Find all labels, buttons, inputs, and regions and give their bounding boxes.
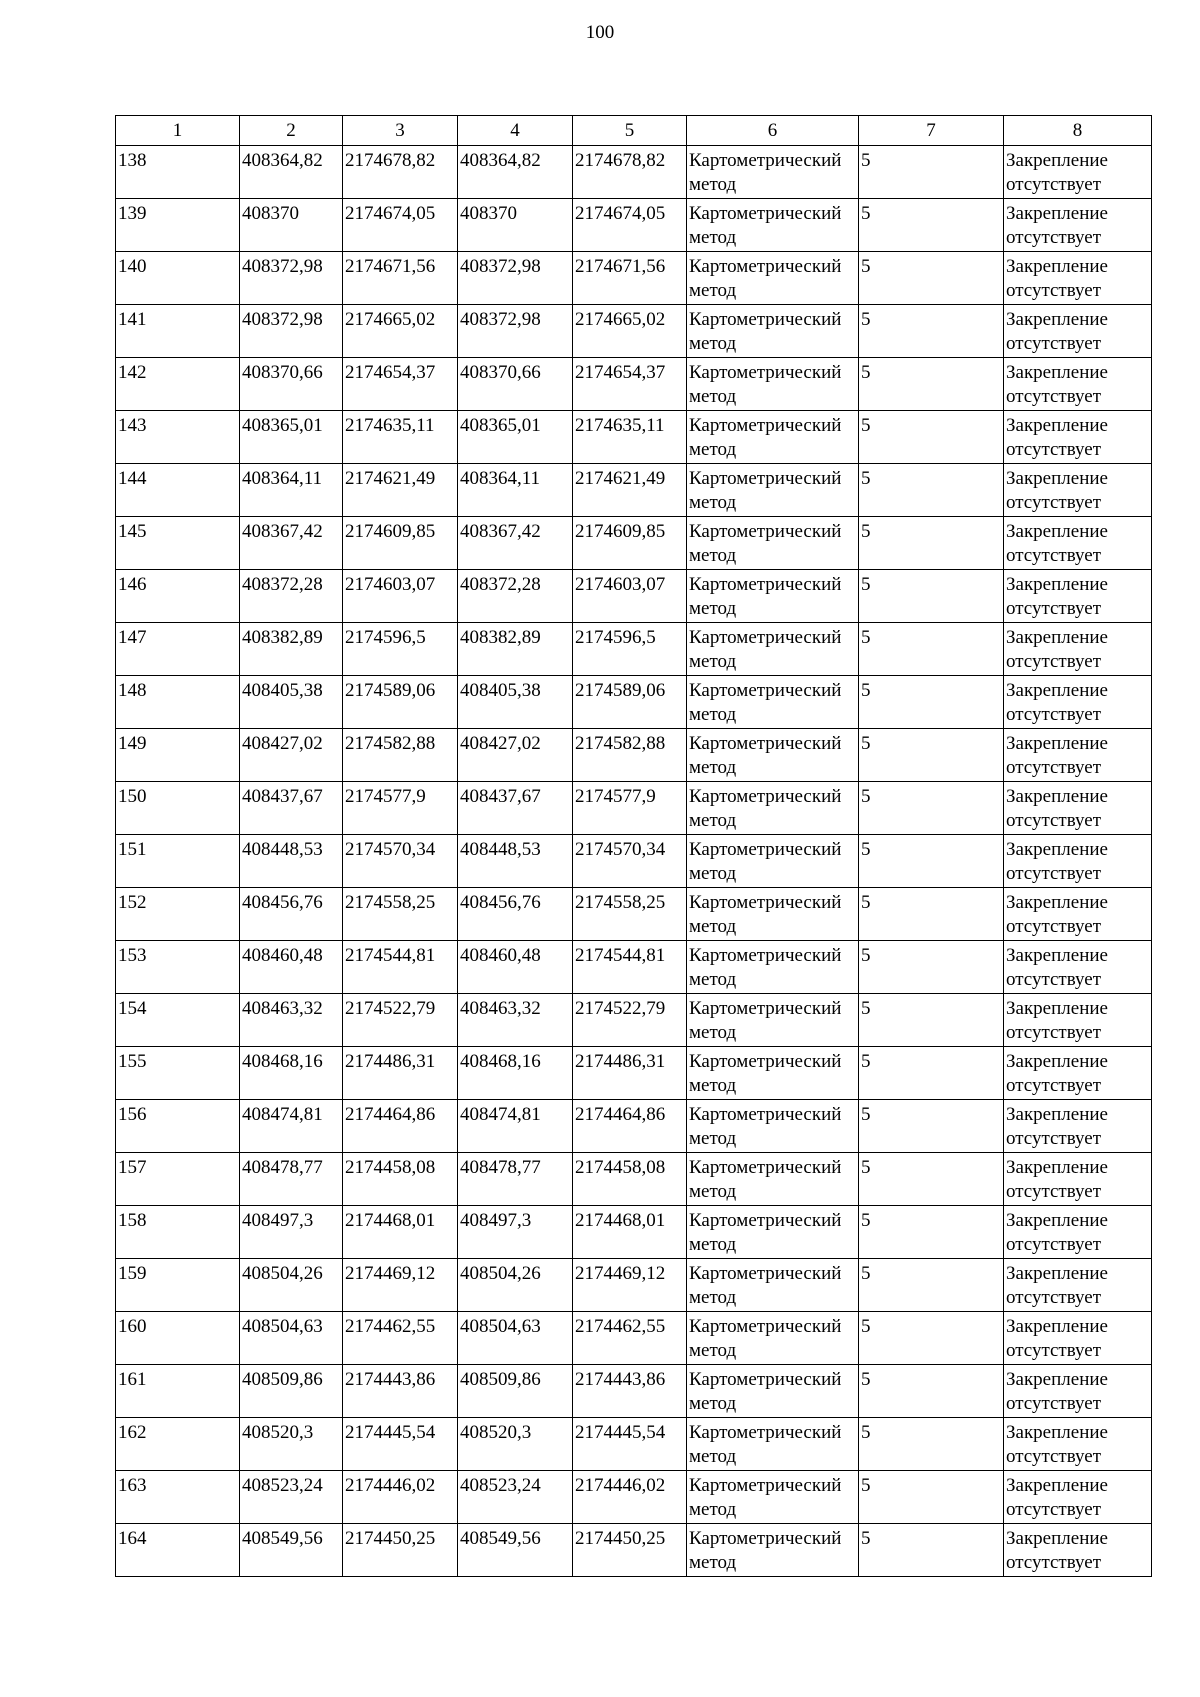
cell-x-coordinate-2: 408478,77: [458, 1153, 573, 1206]
cell-x-coordinate-2: 408549,56: [458, 1524, 573, 1577]
cell-y-coordinate-2: 2174596,5: [573, 623, 687, 676]
cell-method: Картометрический метод: [687, 1471, 859, 1524]
cell-fixation-description: Закрепление отсутствует: [1004, 941, 1152, 994]
table-row: [116, 1206, 1152, 1259]
cell-x-coordinate-2: 408364,11: [458, 464, 573, 517]
cell-x-coordinate: 408523,24: [240, 1471, 343, 1524]
cell-y-coordinate-2: 2174674,05: [573, 199, 687, 252]
column-header: 7: [859, 116, 1004, 146]
cell-method: Картометрический метод: [687, 517, 859, 570]
cell-x-coordinate-2: 408372,28: [458, 570, 573, 623]
cell-point-number: 143: [116, 411, 240, 464]
cell-x-coordinate-2: 408382,89: [458, 623, 573, 676]
cell-method: Картометрический метод: [687, 1153, 859, 1206]
table-row: [116, 1524, 1152, 1577]
cell-accuracy: 5: [859, 1312, 1004, 1365]
cell-method: Картометрический метод: [687, 464, 859, 517]
cell-method: Картометрический метод: [687, 411, 859, 464]
cell-accuracy: 5: [859, 1418, 1004, 1471]
cell-point-number: 164: [116, 1524, 240, 1577]
cell-accuracy: 5: [859, 199, 1004, 252]
cell-y-coordinate: 2174674,05: [343, 199, 458, 252]
cell-method: Картометрический метод: [687, 729, 859, 782]
cell-method: Картометрический метод: [687, 835, 859, 888]
cell-x-coordinate: 408474,81: [240, 1100, 343, 1153]
cell-y-coordinate-2: 2174458,08: [573, 1153, 687, 1206]
cell-x-coordinate-2: 408427,02: [458, 729, 573, 782]
table-row: [116, 1418, 1152, 1471]
cell-accuracy: 5: [859, 623, 1004, 676]
cell-method: Картометрический метод: [687, 199, 859, 252]
cell-point-number: 153: [116, 941, 240, 994]
cell-point-number: 154: [116, 994, 240, 1047]
table-row: [116, 464, 1152, 517]
cell-y-coordinate-2: 2174654,37: [573, 358, 687, 411]
cell-point-number: 142: [116, 358, 240, 411]
cell-x-coordinate: 408370: [240, 199, 343, 252]
cell-y-coordinate-2: 2174621,49: [573, 464, 687, 517]
cell-fixation-description: Закрепление отсутствует: [1004, 1206, 1152, 1259]
cell-y-coordinate: 2174570,34: [343, 835, 458, 888]
cell-accuracy: 5: [859, 994, 1004, 1047]
table-row: [116, 729, 1152, 782]
cell-fixation-description: Закрепление отсутствует: [1004, 676, 1152, 729]
cell-point-number: 160: [116, 1312, 240, 1365]
cell-x-coordinate: 408504,63: [240, 1312, 343, 1365]
table-row: [116, 888, 1152, 941]
cell-x-coordinate-2: 408437,67: [458, 782, 573, 835]
cell-y-coordinate-2: 2174522,79: [573, 994, 687, 1047]
cell-method: Картометрический метод: [687, 676, 859, 729]
cell-y-coordinate: 2174462,55: [343, 1312, 458, 1365]
cell-y-coordinate: 2174458,08: [343, 1153, 458, 1206]
cell-x-coordinate: 408504,26: [240, 1259, 343, 1312]
cell-accuracy: 5: [859, 1153, 1004, 1206]
cell-x-coordinate: 408437,67: [240, 782, 343, 835]
cell-method: Картометрический метод: [687, 358, 859, 411]
cell-y-coordinate: 2174558,25: [343, 888, 458, 941]
cell-fixation-description: Закрепление отсутствует: [1004, 252, 1152, 305]
table-row: [116, 1047, 1152, 1100]
cell-x-coordinate: 408367,42: [240, 517, 343, 570]
cell-point-number: 155: [116, 1047, 240, 1100]
cell-point-number: 163: [116, 1471, 240, 1524]
cell-fixation-description: Закрепление отсутствует: [1004, 1365, 1152, 1418]
cell-accuracy: 5: [859, 517, 1004, 570]
column-header: 2: [240, 116, 343, 146]
table-row: [116, 941, 1152, 994]
cell-y-coordinate-2: 2174468,01: [573, 1206, 687, 1259]
cell-x-coordinate-2: 408365,01: [458, 411, 573, 464]
table-row: [116, 994, 1152, 1047]
cell-fixation-description: Закрепление отсутствует: [1004, 782, 1152, 835]
cell-point-number: 140: [116, 252, 240, 305]
table-row: [116, 252, 1152, 305]
cell-method: Картометрический метод: [687, 1100, 859, 1153]
cell-point-number: 159: [116, 1259, 240, 1312]
table-row: [116, 676, 1152, 729]
cell-point-number: 145: [116, 517, 240, 570]
cell-fixation-description: Закрепление отсутствует: [1004, 570, 1152, 623]
table-header-row: [116, 116, 1152, 146]
cell-y-coordinate: 2174609,85: [343, 517, 458, 570]
table-row: [116, 358, 1152, 411]
cell-fixation-description: Закрепление отсутствует: [1004, 411, 1152, 464]
cell-y-coordinate: 2174469,12: [343, 1259, 458, 1312]
cell-x-coordinate: 408456,76: [240, 888, 343, 941]
column-header: 4: [458, 116, 573, 146]
cell-y-coordinate-2: 2174665,02: [573, 305, 687, 358]
cell-fixation-description: Закрепление отсутствует: [1004, 305, 1152, 358]
cell-x-coordinate-2: 408372,98: [458, 252, 573, 305]
cell-y-coordinate: 2174522,79: [343, 994, 458, 1047]
cell-point-number: 147: [116, 623, 240, 676]
cell-fixation-description: Закрепление отсутствует: [1004, 146, 1152, 199]
cell-y-coordinate-2: 2174582,88: [573, 729, 687, 782]
cell-x-coordinate-2: 408504,26: [458, 1259, 573, 1312]
cell-method: Картометрический метод: [687, 1047, 859, 1100]
cell-fixation-description: Закрепление отсутствует: [1004, 729, 1152, 782]
cell-x-coordinate: 408509,86: [240, 1365, 343, 1418]
cell-y-coordinate: 2174577,9: [343, 782, 458, 835]
cell-fixation-description: Закрепление отсутствует: [1004, 1047, 1152, 1100]
cell-method: Картометрический метод: [687, 888, 859, 941]
table-row: [116, 782, 1152, 835]
cell-x-coordinate-2: 408504,63: [458, 1312, 573, 1365]
cell-accuracy: 5: [859, 1365, 1004, 1418]
cell-x-coordinate-2: 408405,38: [458, 676, 573, 729]
cell-fixation-description: Закрепление отсутствует: [1004, 1418, 1152, 1471]
cell-x-coordinate: 408497,3: [240, 1206, 343, 1259]
cell-x-coordinate-2: 408456,76: [458, 888, 573, 941]
cell-fixation-description: Закрепление отсутствует: [1004, 1471, 1152, 1524]
cell-fixation-description: Закрепление отсутствует: [1004, 994, 1152, 1047]
cell-x-coordinate: 408478,77: [240, 1153, 343, 1206]
cell-y-coordinate-2: 2174450,25: [573, 1524, 687, 1577]
cell-x-coordinate: 408448,53: [240, 835, 343, 888]
cell-point-number: 149: [116, 729, 240, 782]
cell-y-coordinate: 2174621,49: [343, 464, 458, 517]
cell-x-coordinate-2: 408497,3: [458, 1206, 573, 1259]
table-row: [116, 411, 1152, 464]
table-row: [116, 1259, 1152, 1312]
cell-y-coordinate-2: 2174445,54: [573, 1418, 687, 1471]
cell-accuracy: 5: [859, 782, 1004, 835]
column-header: 5: [573, 116, 687, 146]
cell-point-number: 161: [116, 1365, 240, 1418]
cell-fixation-description: Закрепление отсутствует: [1004, 1312, 1152, 1365]
cell-y-coordinate-2: 2174462,55: [573, 1312, 687, 1365]
cell-y-coordinate: 2174446,02: [343, 1471, 458, 1524]
cell-accuracy: 5: [859, 1259, 1004, 1312]
cell-y-coordinate-2: 2174635,11: [573, 411, 687, 464]
cell-y-coordinate-2: 2174486,31: [573, 1047, 687, 1100]
cell-y-coordinate-2: 2174671,56: [573, 252, 687, 305]
cell-y-coordinate: 2174544,81: [343, 941, 458, 994]
cell-fixation-description: Закрепление отсутствует: [1004, 835, 1152, 888]
cell-x-coordinate-2: 408474,81: [458, 1100, 573, 1153]
page-number: 100: [585, 22, 615, 43]
cell-x-coordinate-2: 408370: [458, 199, 573, 252]
cell-method: Картометрический метод: [687, 941, 859, 994]
cell-y-coordinate: 2174603,07: [343, 570, 458, 623]
cell-point-number: 156: [116, 1100, 240, 1153]
table-row: [116, 517, 1152, 570]
cell-point-number: 150: [116, 782, 240, 835]
column-header: 1: [116, 116, 240, 146]
cell-fixation-description: Закрепление отсутствует: [1004, 199, 1152, 252]
cell-accuracy: 5: [859, 146, 1004, 199]
cell-accuracy: 5: [859, 305, 1004, 358]
cell-y-coordinate-2: 2174589,06: [573, 676, 687, 729]
cell-x-coordinate: 408520,3: [240, 1418, 343, 1471]
cell-method: Картометрический метод: [687, 1524, 859, 1577]
column-header: 3: [343, 116, 458, 146]
column-header: 8: [1004, 116, 1152, 146]
cell-method: Картометрический метод: [687, 1365, 859, 1418]
cell-x-coordinate-2: 408523,24: [458, 1471, 573, 1524]
cell-x-coordinate-2: 408460,48: [458, 941, 573, 994]
table-row: [116, 835, 1152, 888]
cell-y-coordinate: 2174464,86: [343, 1100, 458, 1153]
cell-accuracy: 5: [859, 570, 1004, 623]
cell-y-coordinate-2: 2174469,12: [573, 1259, 687, 1312]
cell-y-coordinate: 2174635,11: [343, 411, 458, 464]
cell-y-coordinate: 2174445,54: [343, 1418, 458, 1471]
cell-fixation-description: Закрепление отсутствует: [1004, 517, 1152, 570]
cell-x-coordinate: 408372,28: [240, 570, 343, 623]
column-header: 6: [687, 116, 859, 146]
cell-y-coordinate: 2174589,06: [343, 676, 458, 729]
cell-y-coordinate: 2174443,86: [343, 1365, 458, 1418]
cell-y-coordinate-2: 2174558,25: [573, 888, 687, 941]
table-row: [116, 305, 1152, 358]
cell-accuracy: 5: [859, 1524, 1004, 1577]
cell-x-coordinate-2: 408463,32: [458, 994, 573, 1047]
cell-method: Картометрический метод: [687, 1206, 859, 1259]
cell-method: Картометрический метод: [687, 1418, 859, 1471]
cell-y-coordinate-2: 2174464,86: [573, 1100, 687, 1153]
table-row: [116, 146, 1152, 199]
cell-method: Картометрический метод: [687, 252, 859, 305]
cell-y-coordinate-2: 2174609,85: [573, 517, 687, 570]
cell-y-coordinate: 2174582,88: [343, 729, 458, 782]
cell-y-coordinate: 2174678,82: [343, 146, 458, 199]
cell-x-coordinate: 408364,82: [240, 146, 343, 199]
cell-y-coordinate-2: 2174678,82: [573, 146, 687, 199]
cell-accuracy: 5: [859, 1206, 1004, 1259]
cell-point-number: 144: [116, 464, 240, 517]
cell-x-coordinate-2: 408367,42: [458, 517, 573, 570]
cell-x-coordinate: 408549,56: [240, 1524, 343, 1577]
cell-method: Картометрический метод: [687, 994, 859, 1047]
cell-y-coordinate: 2174450,25: [343, 1524, 458, 1577]
cell-accuracy: 5: [859, 1100, 1004, 1153]
cell-y-coordinate-2: 2174544,81: [573, 941, 687, 994]
cell-y-coordinate-2: 2174603,07: [573, 570, 687, 623]
cell-y-coordinate-2: 2174446,02: [573, 1471, 687, 1524]
table-row: [116, 1100, 1152, 1153]
cell-y-coordinate: 2174654,37: [343, 358, 458, 411]
cell-y-coordinate: 2174468,01: [343, 1206, 458, 1259]
coordinates-table: [115, 115, 1152, 1577]
cell-accuracy: 5: [859, 1047, 1004, 1100]
cell-method: Картометрический метод: [687, 570, 859, 623]
cell-x-coordinate: 408370,66: [240, 358, 343, 411]
table-row: [116, 1312, 1152, 1365]
cell-point-number: 138: [116, 146, 240, 199]
cell-method: Картометрический метод: [687, 146, 859, 199]
cell-method: Картометрический метод: [687, 782, 859, 835]
cell-fixation-description: Закрепление отсутствует: [1004, 888, 1152, 941]
cell-x-coordinate: 408463,32: [240, 994, 343, 1047]
cell-fixation-description: Закрепление отсутствует: [1004, 1259, 1152, 1312]
cell-accuracy: 5: [859, 252, 1004, 305]
cell-x-coordinate: 408372,98: [240, 305, 343, 358]
cell-fixation-description: Закрепление отсутствует: [1004, 1524, 1152, 1577]
table-row: [116, 623, 1152, 676]
cell-x-coordinate: 408364,11: [240, 464, 343, 517]
cell-point-number: 151: [116, 835, 240, 888]
cell-method: Картометрический метод: [687, 1312, 859, 1365]
cell-x-coordinate: 408405,38: [240, 676, 343, 729]
cell-fixation-description: Закрепление отсутствует: [1004, 623, 1152, 676]
cell-accuracy: 5: [859, 464, 1004, 517]
cell-x-coordinate-2: 408372,98: [458, 305, 573, 358]
cell-x-coordinate: 408468,16: [240, 1047, 343, 1100]
cell-fixation-description: Закрепление отсутствует: [1004, 1153, 1152, 1206]
table-row: [116, 1365, 1152, 1418]
table-row: [116, 570, 1152, 623]
cell-y-coordinate: 2174665,02: [343, 305, 458, 358]
table-body: [116, 146, 1152, 1577]
table-row: [116, 1471, 1152, 1524]
cell-method: Картометрический метод: [687, 623, 859, 676]
cell-y-coordinate: 2174486,31: [343, 1047, 458, 1100]
cell-x-coordinate-2: 408509,86: [458, 1365, 573, 1418]
cell-x-coordinate-2: 408448,53: [458, 835, 573, 888]
cell-accuracy: 5: [859, 888, 1004, 941]
cell-accuracy: 5: [859, 411, 1004, 464]
cell-accuracy: 5: [859, 835, 1004, 888]
cell-point-number: 141: [116, 305, 240, 358]
cell-point-number: 157: [116, 1153, 240, 1206]
cell-accuracy: 5: [859, 676, 1004, 729]
cell-fixation-description: Закрепление отсутствует: [1004, 358, 1152, 411]
cell-y-coordinate: 2174596,5: [343, 623, 458, 676]
cell-x-coordinate: 408460,48: [240, 941, 343, 994]
cell-accuracy: 5: [859, 358, 1004, 411]
cell-x-coordinate: 408365,01: [240, 411, 343, 464]
cell-y-coordinate-2: 2174443,86: [573, 1365, 687, 1418]
cell-x-coordinate: 408427,02: [240, 729, 343, 782]
cell-y-coordinate: 2174671,56: [343, 252, 458, 305]
cell-x-coordinate-2: 408520,3: [458, 1418, 573, 1471]
cell-point-number: 139: [116, 199, 240, 252]
cell-method: Картометрический метод: [687, 305, 859, 358]
cell-accuracy: 5: [859, 729, 1004, 782]
cell-point-number: 148: [116, 676, 240, 729]
cell-accuracy: 5: [859, 941, 1004, 994]
cell-accuracy: 5: [859, 1471, 1004, 1524]
cell-x-coordinate: 408382,89: [240, 623, 343, 676]
cell-y-coordinate-2: 2174570,34: [573, 835, 687, 888]
cell-x-coordinate-2: 408364,82: [458, 146, 573, 199]
cell-fixation-description: Закрепление отсутствует: [1004, 464, 1152, 517]
table-row: [116, 1153, 1152, 1206]
cell-method: Картометрический метод: [687, 1259, 859, 1312]
cell-point-number: 162: [116, 1418, 240, 1471]
cell-point-number: 146: [116, 570, 240, 623]
cell-fixation-description: Закрепление отсутствует: [1004, 1100, 1152, 1153]
cell-x-coordinate-2: 408370,66: [458, 358, 573, 411]
table-row: [116, 199, 1152, 252]
cell-point-number: 152: [116, 888, 240, 941]
cell-x-coordinate: 408372,98: [240, 252, 343, 305]
cell-x-coordinate-2: 408468,16: [458, 1047, 573, 1100]
cell-point-number: 158: [116, 1206, 240, 1259]
cell-y-coordinate-2: 2174577,9: [573, 782, 687, 835]
